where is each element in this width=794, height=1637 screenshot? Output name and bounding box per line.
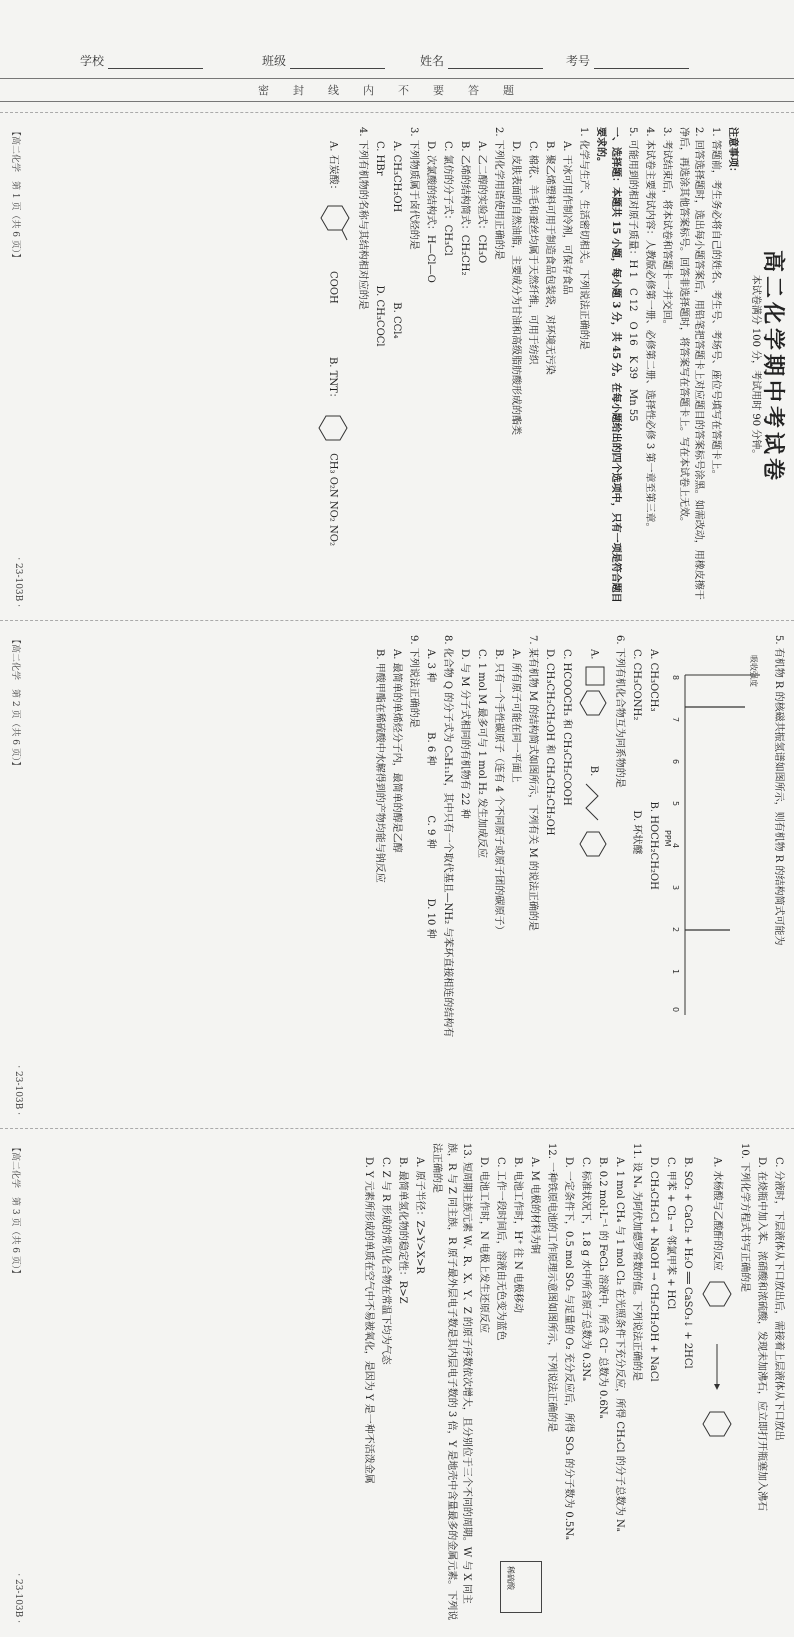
option: B. CCl₄ bbox=[391, 302, 402, 339]
option: D. Y 元素所形成的单质在空气中不易被氧化，是因为 Y 是一种不活泼金属 bbox=[363, 1157, 374, 1484]
option: A. 1 mol CH₄ 与 1 mol Cl₂ 在光照条件下充分反应，所得 CH₃Cl 的分子总数为 Nₐ bbox=[614, 1157, 625, 1532]
question-10: 10. 下列化学方程式书写正确的是 bbox=[739, 1143, 750, 1293]
option: B. 最简单氢化物的稳定性：R>Z bbox=[397, 1157, 408, 1304]
option: B. 乙烯的结构简式：CH₂CH₂ bbox=[459, 141, 470, 276]
option: A. 干冰可用作制冷剂，可保存食品 bbox=[561, 141, 572, 295]
exam-page-1 bbox=[0, 112, 794, 621]
option: C. 氯仿的分子式：CH₃Cl bbox=[442, 141, 453, 256]
option: A. 乙二醇的实验式：CH₃O bbox=[476, 141, 487, 264]
option: D. 10 种 bbox=[425, 898, 436, 939]
notice-item: 1. 答题前，考生务必将自己的姓名、考生号、考场号、座位号填写在答题卡上。 bbox=[710, 127, 721, 480]
option: A. 石炭酸： bbox=[327, 141, 339, 195]
option: B. 6 种 bbox=[425, 732, 436, 766]
notice-item: 4. 本试卷主要考试内容：人教版必修第一册、必修第二册、选择性必修 3 第一章至第三章。 bbox=[644, 127, 655, 533]
option: B. 0.2 mol·L⁻¹ 的 FeCl₃ 溶液中，所含 Cl⁻ 总数为 0.6Nₐ bbox=[597, 1157, 608, 1419]
functional-group: NO₂ bbox=[327, 525, 339, 546]
option: C. 分液时，下层液体从下口放出后，需接着上层液体从下口放出 bbox=[773, 1157, 784, 1441]
option: D. 在烧瓶中加入苯、浓硝酸和浓硫酸，发现未加沸石，应立即打开瓶塞加入沸石 bbox=[756, 1157, 767, 1512]
school-field: 学校 bbox=[80, 52, 203, 69]
svg-text:6: 6 bbox=[671, 759, 680, 765]
option: D. CH₃COCl bbox=[374, 285, 385, 347]
svg-text:2: 2 bbox=[671, 927, 680, 933]
cycloalkane-icon bbox=[578, 663, 610, 723]
option: C. 工作一段时间后，溶液由无色变为蓝色 bbox=[495, 1157, 506, 1341]
option: C. 棉花、羊毛和蚕丝均属于天然纤维，可用于纺织 bbox=[527, 141, 538, 365]
exam-subtitle: 本试卷满分 100 分，考试用时 90 分钟。 bbox=[750, 274, 761, 460]
option: D. 与 M 分子式相同的有机物有 22 种 bbox=[459, 649, 470, 819]
number-field: 考号 bbox=[566, 52, 689, 69]
page-title: 高二化学期中考试卷 bbox=[760, 249, 786, 484]
question-3: 3. 下列物质属于卤代烃的是 bbox=[408, 127, 419, 250]
option: B. bbox=[588, 765, 600, 777]
option: C. CH₃CONH₂ bbox=[631, 649, 642, 721]
galvanic-cell-diagram: 稀硫酸 bbox=[500, 1561, 542, 1613]
exam-code: · 23-103B · bbox=[13, 557, 23, 607]
question-7: 7. 某有机物 M 的结构简式如图所示，下列有关 M 的说法正确的是 bbox=[527, 635, 538, 931]
svg-text:1: 1 bbox=[671, 969, 680, 975]
option: A. CH₃OCH₃ bbox=[648, 649, 659, 712]
option: A. 原子半径：Z>Y>X>R bbox=[414, 1157, 425, 1274]
exam-header bbox=[0, 0, 794, 112]
question-11: 11. 设 Nₐ 为阿伏加德罗常数的值。下列说法正确的是 bbox=[631, 1143, 642, 1382]
option: D. 次氯酸的结构式：H—Cl—O bbox=[425, 141, 436, 283]
option: C. 9 种 bbox=[425, 815, 436, 849]
svg-text:3: 3 bbox=[671, 885, 680, 891]
question-9: 9. 下列说法正确的是 bbox=[408, 635, 419, 728]
benzene-ring-icon bbox=[313, 198, 353, 268]
svg-text:8: 8 bbox=[671, 675, 680, 681]
option: B. 甲酸甲酯在稀硫酸中水解得到的产物均能与钠反应 bbox=[374, 649, 385, 883]
class-field: 班级 bbox=[262, 52, 385, 69]
question-13: 13. 短周期主族元素 W、R、X、Y、Z 的原子序数依次增大，且分别位于三个不同的周期。W 与 X 同主族，R 与 Z 同主族，R 原子最外层电子数是其内层电子数的 3 倍，Y 是地壳中含量最多的金属元素。下列说法正确的是 bbox=[431, 1143, 472, 1621]
question-1: 1. 化学与生产、生活密切相关。下列说法正确的是 bbox=[578, 127, 589, 350]
option: C. 标准状况下，1.8 g 水中所含原子总数为 0.3Nₐ bbox=[580, 1157, 591, 1382]
benzene-ring-icon bbox=[313, 406, 353, 450]
svg-text:PPM: PPM bbox=[663, 830, 672, 847]
option: B. SO₂ + CaCl₂ + H₂O ══ CaSO₃↓ + 2HCl bbox=[682, 1157, 693, 1369]
question-4: 4. 下列有机物的名称与其结构相对应的是 bbox=[357, 127, 368, 310]
option: D. 电池工作时，N 电极上发生还原反应 bbox=[478, 1157, 489, 1333]
question-12: 12. 一种铁原电池的工作原理示意图如图所示，下列说法正确的是 bbox=[546, 1143, 557, 1433]
option: A. 所有原子可能在同一平面上 bbox=[510, 649, 521, 783]
notice-item: 3. 考试结束后，将本试卷和答题卡一并交回。 bbox=[661, 127, 672, 330]
option: D. 环状醚 bbox=[631, 810, 642, 855]
option: B. TNT： bbox=[327, 356, 339, 403]
option: D. CH₃CH₂CH₂OH 和 CH₃CH₂CH₂OH bbox=[544, 649, 555, 836]
question-6: 6. 下列有机化合物互为同系物的是 bbox=[614, 635, 625, 788]
page-footer: 【高二化学 第 3 页（共 6 页）】 bbox=[10, 1143, 20, 1279]
exam-page-3 bbox=[0, 1128, 794, 1637]
option: A. M 电极的材料为铜 bbox=[529, 1157, 540, 1254]
svg-text:7: 7 bbox=[671, 717, 680, 723]
notice-title: 注意事项： bbox=[727, 127, 738, 177]
svg-text:4: 4 bbox=[671, 843, 680, 849]
seal-line: 密 封 线 内 不 要 答 题 bbox=[0, 78, 794, 102]
functional-group: COOH bbox=[327, 270, 339, 304]
functional-group: NO₂ bbox=[327, 500, 339, 522]
option: A. 3 种 bbox=[425, 649, 436, 683]
option: D. 皮肤表面的自然油脂，主要成分为甘油和高级脂肪酸形成的酯类 bbox=[510, 141, 521, 436]
option: C. HCOOCH₃ 和 CH₃CH₂COOH bbox=[561, 649, 572, 806]
page-footer: 【高二化学 第 1 页（共 6 页）】 bbox=[10, 127, 20, 263]
option: A. CH₃CH₂OH bbox=[391, 141, 402, 213]
functional-group: O₂N bbox=[327, 476, 339, 498]
notice-item: 5. 可能用到的相对原子质量：H 1 C 12 O 16 K 39 Mn 55 bbox=[627, 127, 638, 422]
page-footer: 【高二化学 第 2 页（共 6 页）】 bbox=[10, 635, 20, 771]
section-heading: 一、选择题：本题共 15 小题，每小题 3 分，共 45 分。在每小题给出的四个选项中，只有一项是符合题目要求的。 bbox=[595, 127, 621, 603]
svg-text:5: 5 bbox=[671, 801, 680, 807]
option: B. HOCH₂CH₂OH bbox=[648, 801, 659, 890]
nmr-spectrum bbox=[665, 655, 765, 1115]
question-5: 5. 有机物 R 的核磁共振氢谱如图所示，则有机物 R 的结构简式可能为 bbox=[773, 635, 784, 946]
option: C. HBr bbox=[374, 141, 385, 176]
option: C. 甲苯 + Cl₂ → 邻氯甲苯 + HCl bbox=[665, 1157, 676, 1310]
option: A. bbox=[588, 649, 600, 660]
option: C. 1 mol M 最多可与 1 mol H₂ 发生加成反应 bbox=[476, 649, 487, 858]
question-8: 8. 化合物 Q 的分子式为 C₅H₁₁N，其中只有一个取代基且—NH₂ 与苯环直接相连的结构有 bbox=[442, 635, 453, 1038]
name-field: 姓名 bbox=[420, 52, 543, 69]
functional-group: CH₃ bbox=[327, 453, 339, 474]
option: B. 聚乙烯塑料可用于制造食品包装袋，对环境无污染 bbox=[544, 141, 555, 375]
svg-text:0: 0 bbox=[671, 1007, 680, 1013]
option: D. CH₃CH₂Cl + NaOH → CH₂CH₂OH + NaCl bbox=[648, 1157, 659, 1382]
alcohol-structure-icon bbox=[578, 780, 610, 860]
exam-code: · 23-103B · bbox=[13, 1065, 23, 1115]
exam-code: · 23-103B · bbox=[13, 1573, 23, 1623]
svg-text:吸收强度: 吸收强度 bbox=[749, 655, 758, 687]
option: A. 水杨酸与乙酸酐的反应 bbox=[711, 1157, 723, 1271]
reaction-scheme-icon bbox=[699, 1274, 735, 1514]
option: B. 只有一个手性碳原子（连有 4 个不同原子或原子团的碳原子） bbox=[493, 649, 504, 936]
notice-item: 2. 回答选择题时，选出每小题答案后，用铅笔把答题卡上对应题目的答案标号涂黑。如需改动，用橡皮擦干净后，再选涂其他答案标号。回答非选择题时，将答案写在答题卡上。写在本试卷上无效。 bbox=[678, 127, 704, 600]
question-2: 2. 下列化学用语使用正确的是 bbox=[493, 127, 504, 260]
option: D. 一定条件下，0.5 mol SO₂ 与足量的 O₂ 充分反应后，所得 SO₃ 的分子数为 0.5Nₐ bbox=[563, 1157, 574, 1540]
option: A. 最简单的单烯烃分子内，最简单的醇是乙醇 bbox=[391, 649, 402, 853]
option: C. Z 与 R 形成的常见化合物在常温下均为气态 bbox=[380, 1157, 391, 1365]
option: B. 电池工作时，H⁺ 往 N 电极移动 bbox=[512, 1157, 523, 1313]
exam-page-2 bbox=[0, 620, 794, 1129]
